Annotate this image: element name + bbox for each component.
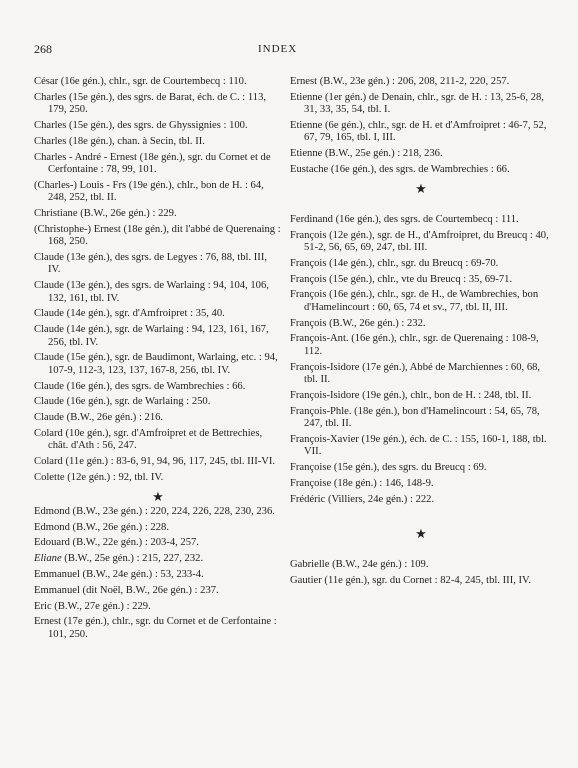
index-entry	[290, 478, 552, 490]
index-entry	[290, 214, 552, 226]
entry-details: (B.W., 25e gén.) : 215, 227, 232.	[61, 553, 204, 565]
entry-details: (B.W., 22e gén.) : 203-4, 257.	[69, 537, 199, 549]
entry-name: Charles	[34, 120, 67, 131]
entry-name: Frédéric	[290, 493, 326, 505]
entry-details: (16e gén.), des sgrs. de Courtembecq : 111.	[332, 213, 519, 225]
entry-details: (16e gén.), chlr., sgr. de Querenaing : 108-9, 112.	[304, 333, 539, 357]
entry-name: Edmond	[34, 521, 70, 533]
index-entry	[34, 553, 282, 565]
section-gap	[290, 543, 552, 559]
entry-name: Charles - André - Ernest	[34, 151, 137, 163]
entry-name: Eustache	[290, 164, 329, 175]
entry-details: (16e gén.), des sgrs. de Wambrechies : 66.	[64, 380, 246, 392]
index-entry	[34, 601, 282, 613]
index-entry	[34, 180, 282, 205]
entry-details: (14e gén.), sgr. de Warlaing : 94, 123, 161, 167, 256, tbl. IV.	[48, 324, 269, 348]
index-column-left	[34, 76, 282, 645]
index-entry	[34, 352, 282, 377]
entry-name: François	[290, 229, 327, 241]
index-entry	[34, 506, 282, 518]
index-entry	[34, 308, 282, 320]
entry-details: (19e gén.), chlr., bon de H. : 64, 248, 252, tbl. II.	[48, 179, 264, 204]
entry-name: Ernest	[290, 76, 318, 87]
entry-name: François	[290, 257, 327, 269]
entry-name: Claude	[34, 324, 65, 336]
entry-details: (11e gén.) : 83-6, 91, 94, 96, 117, 245, tbl. III-VI.	[62, 456, 276, 468]
entry-name: Emmanuel	[34, 584, 80, 596]
entry-details: (B.W., 25e gén.) : 218, 236.	[322, 148, 443, 160]
entry-details: (B.W., 26e gén.) : 216.	[64, 412, 164, 424]
entry-details: (B.W., 26e gén.) : 228.	[69, 521, 169, 533]
index-entry	[34, 280, 282, 305]
entry-name: Claude	[34, 308, 65, 320]
index-entry	[34, 569, 282, 581]
entry-details: (15e gén.), sgr. de Baudimont, Warlaing, etc. : 94, 107-9, 112-3, 123, 137, 167-8, 256, tbl. IV.	[48, 352, 278, 376]
index-entry	[34, 456, 282, 468]
entry-name: Ernest	[34, 616, 62, 628]
index-entry	[34, 616, 282, 641]
index-entry	[290, 164, 552, 176]
entry-name: Eliane	[34, 553, 62, 565]
index-column-right	[290, 76, 552, 591]
entry-details: (15e gén.), des sgrs. de Ghyssignies : 100.	[66, 120, 248, 131]
entry-name: Claude	[34, 412, 65, 424]
index-entry	[34, 120, 282, 132]
index-entry	[34, 396, 282, 408]
index-entry	[290, 390, 552, 402]
entry-name: Etienne	[290, 148, 323, 160]
index-entry	[290, 76, 552, 88]
entry-details: (B.W., 24e gén.) : 53, 233-4.	[79, 568, 204, 580]
entry-name: François-Phle.	[290, 405, 352, 417]
index-entry	[290, 258, 552, 270]
entry-name: Claude	[34, 252, 65, 263]
entry-details: (11e gén.), sgr. du Cornet : 82-4, 245, tbl. III, IV.	[321, 575, 531, 587]
entry-details: (12e gén.), sgr. de H., d'Amfroipret, du Breucq : 40, 51-2, 56, 65, 69, 247, tbl. III.	[304, 229, 549, 253]
index-entry	[290, 462, 552, 474]
entry-name: Claude	[34, 396, 65, 408]
entry-name: Claude	[34, 352, 65, 364]
section-separator-star: ★	[152, 488, 164, 504]
index-entry	[34, 208, 282, 220]
entry-name: François	[290, 317, 327, 329]
entry-details: (14e gén.), sgr. d'Amfroipret : 35, 40.	[64, 308, 225, 320]
entry-name: Charles	[34, 135, 67, 147]
index-entry	[290, 92, 552, 117]
index-entry	[34, 537, 282, 549]
entry-name: François-Ant.	[290, 333, 349, 345]
entry-details: (16e gén.), chlr., sgr. de Courtembecq : 110.	[58, 76, 247, 87]
entry-name: François	[290, 289, 327, 301]
section-gap	[290, 198, 552, 214]
entry-name: Claude	[34, 280, 65, 292]
entry-name: Gautier	[290, 575, 322, 587]
entry-details: (14e gén.), chlr., sgr. du Breucq : 69-70.	[326, 257, 499, 269]
index-entry	[290, 362, 552, 387]
entry-name: (Christophe-) Ernest	[34, 223, 121, 235]
index-entry	[34, 252, 282, 277]
entry-details: (1er gén.) de Denain, chlr., sgr. de H. : 13, 25-6, 28, 31, 33, 35, 54, tbl. I.	[304, 91, 544, 116]
index-entry	[290, 318, 552, 330]
section-gap	[290, 509, 552, 525]
running-head: INDEX	[258, 43, 298, 55]
entry-name: François-Isidore	[290, 361, 360, 373]
entry-details: (B.W., 27e gén.) : 229.	[51, 600, 151, 612]
entry-name: Etienne	[290, 120, 323, 131]
index-entry	[290, 575, 552, 587]
entry-details: (19e gén.), éch. de C. : 155, 160-1, 188, tbl. VII.	[304, 433, 547, 458]
index-entry	[290, 406, 552, 431]
entry-details: (13e gén.), des sgrs. de Legyes : 76, 88, tbl. III, IV.	[48, 252, 268, 276]
entry-name: Charles	[34, 91, 67, 103]
entry-details: (10e gén.), sgr. d'Amfroipret et de Bettrechies, chât. d'Ath : 56, 247.	[48, 428, 263, 452]
index-entry	[34, 324, 282, 349]
entry-name: Colette	[34, 472, 65, 483]
entry-details: (15e gén.), chlr., vte du Breucq : 35, 69-71.	[326, 273, 513, 285]
entry-name: Gabrielle	[290, 559, 330, 571]
index-entry	[290, 148, 552, 160]
entry-name: Etienne	[290, 91, 323, 103]
index-entry	[34, 428, 282, 453]
entry-details: (16e gén.), des sgrs. de Wambrechies : 66.	[328, 164, 510, 175]
entry-details: (15e gén.), des sgrs. de Barat, éch. de C. : 113, 179, 250.	[48, 91, 267, 116]
entry-details: (dit Noël, B.W., 26e gén.) : 237.	[79, 584, 219, 596]
index-entry	[290, 434, 552, 459]
entry-details: (6e gén.), chlr., sgr. de H. et d'Amfroipret : 46-7, 52, 67, 79, 165, tbl. I, III.	[304, 120, 547, 144]
entry-name: Françoise	[290, 462, 332, 473]
entry-details: (B.W., 26e gén.) : 229.	[77, 208, 177, 219]
entry-name: Colard	[34, 456, 63, 468]
index-entry	[34, 412, 282, 424]
entry-details: (18e gén.), dit l'abbé de Querenaing : 168, 250.	[48, 223, 281, 248]
index-entry	[290, 274, 552, 286]
entry-details: (B.W., 23e gén.) : 206, 208, 211-2, 220, 257.	[317, 76, 510, 87]
entry-name: François-Xavier	[290, 433, 359, 445]
index-entry	[34, 472, 282, 484]
entry-details: (16e gén.), chlr., sgr. de H., de Wambrechies, bon d'Hamelincourt : 60, 65, 74 et sv., 77, tbl. II, III.	[304, 289, 539, 313]
index-entry	[290, 230, 552, 255]
index-entry	[290, 494, 552, 506]
entry-details: (18e gén.), bon d'Hamelincourt : 54, 65, 78, 247, tbl. II.	[304, 405, 540, 429]
entry-details: (B.W., 26e gén.) : 232.	[326, 317, 426, 329]
entry-name: Françoise	[290, 477, 332, 489]
index-entry	[34, 224, 282, 249]
entry-name: Edmond	[34, 505, 70, 517]
index-entry	[34, 381, 282, 393]
entry-name: César	[34, 76, 59, 87]
entry-name: Emmanuel	[34, 568, 80, 580]
index-entry	[34, 585, 282, 597]
entry-details: (19e gén.), chlr., bon de H. : 248, tbl. II.	[359, 389, 532, 401]
index-entry	[34, 76, 282, 88]
entry-details: (18e gén.) : 146, 148-9.	[331, 477, 434, 489]
entry-name: Eric	[34, 600, 52, 612]
entry-details: (18e gén.), sgr. du Cornet et de Cerfontaine : 78, 99, 101.	[48, 151, 271, 175]
entry-name: Ferdinand	[290, 213, 333, 225]
index-entry	[290, 289, 552, 314]
entry-name: Christiane	[34, 208, 78, 219]
entry-details: (17e gén.), Abbé de Marchiennes : 60, 68, tbl. II.	[304, 361, 541, 385]
entry-details: (16e gén.), sgr. de Warlaing : 250.	[64, 396, 211, 408]
index-entry	[34, 152, 282, 177]
page-number: 268	[34, 42, 52, 56]
section-separator-star: ★	[415, 180, 427, 196]
entry-name: Edouard	[34, 537, 70, 549]
index-entry	[290, 120, 552, 145]
entry-details: (13e gén.), des sgrs. de Warlaing : 94, 104, 106, 132, 161, tbl. IV.	[48, 280, 269, 304]
entry-name: François	[290, 273, 327, 285]
index-entry	[290, 559, 552, 571]
section-separator-star: ★	[415, 526, 427, 542]
entry-name: Claude	[34, 380, 65, 392]
entry-name: François-Isidore	[290, 389, 360, 401]
entry-details: (18e gén.), chan. à Secin, tbl. II.	[66, 135, 205, 147]
index-entry	[34, 136, 282, 148]
entry-details: (B.W., 23e gén.) : 220, 224, 226, 228, 230, 236.	[69, 505, 275, 517]
entry-name: (Charles-) Louis - Frs	[34, 179, 127, 191]
index-entry	[34, 522, 282, 534]
entry-details: (12e gén.) : 92, tbl. IV.	[64, 472, 164, 483]
index-entry	[290, 333, 552, 358]
entry-details: (B.W., 24e gén.) : 109.	[329, 559, 429, 571]
entry-details: (15e gén.), des sgrs. du Breucq : 69.	[331, 462, 487, 473]
entry-name: Colard	[34, 428, 63, 439]
entry-details: (17e gén.), chlr., sgr. du Cornet et de Cerfontaine : 101, 250.	[48, 616, 277, 640]
index-entry	[34, 92, 282, 117]
entry-details: (Villiers, 24e gén.) : 222.	[325, 493, 435, 505]
